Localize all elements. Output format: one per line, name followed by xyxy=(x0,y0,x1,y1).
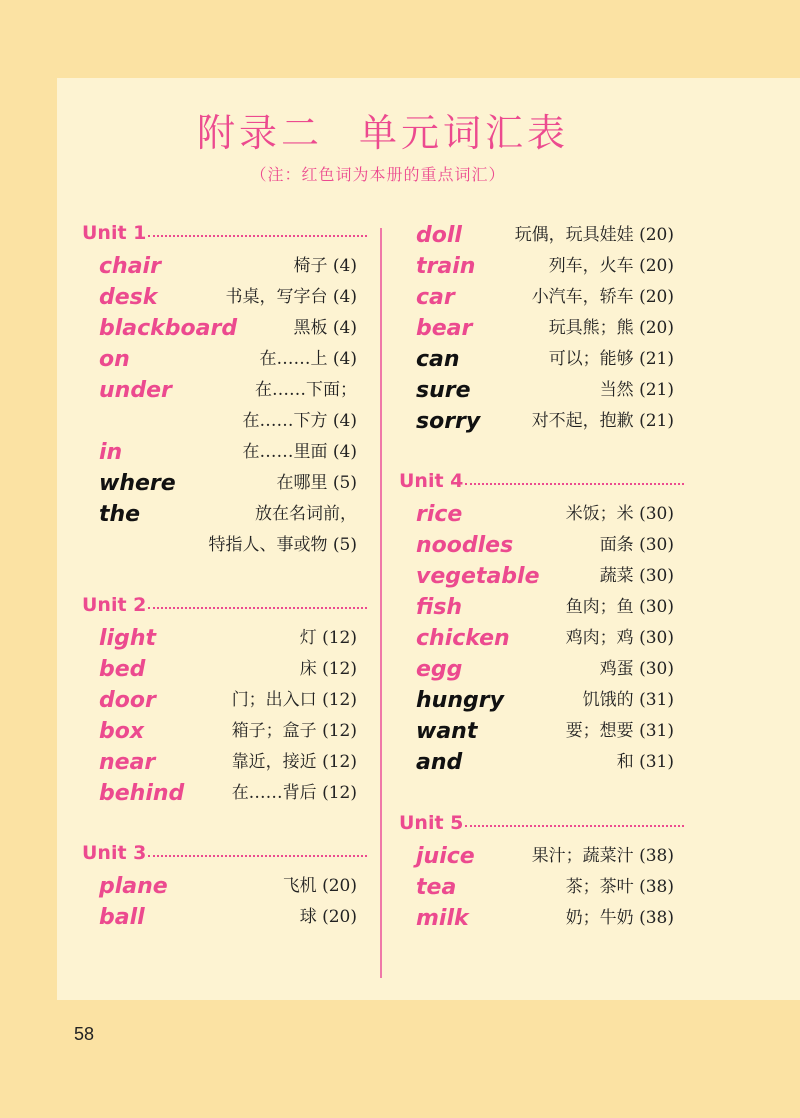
title-main: 单元词汇表 xyxy=(359,111,570,155)
vocab-entry xyxy=(99,313,357,344)
vocab-definition: 箱子；盒子 (12) xyxy=(231,721,357,741)
vocab-word: blackboard xyxy=(99,316,238,341)
vocab-entry xyxy=(416,313,674,344)
vocab-entry xyxy=(416,499,674,530)
vocab-entry xyxy=(416,406,674,437)
vocab-entry xyxy=(416,841,674,872)
vocab-entry xyxy=(99,716,357,747)
vocab-word: chicken xyxy=(416,626,510,651)
vocab-definition: 门；出入口 (12) xyxy=(231,690,357,710)
dotted-leader xyxy=(148,607,367,609)
vocab-entry xyxy=(416,282,674,313)
vocab-entry xyxy=(99,530,357,561)
vocab-word: tea xyxy=(416,875,457,900)
vocab-definition: 小汽车，轿车 (20) xyxy=(531,287,674,307)
dotted-leader xyxy=(148,855,367,857)
vocab-definition: 在……下方 (4) xyxy=(242,411,357,431)
vocab-definition: 玩偶，玩具娃娃 (20) xyxy=(514,225,674,245)
unit-heading: Unit 5 xyxy=(399,812,464,834)
vocab-definition: 飞机 (20) xyxy=(282,876,357,896)
vocab-entry xyxy=(416,623,674,654)
vocab-entry xyxy=(99,282,357,313)
vocab-definition: 椅子 (4) xyxy=(293,256,357,276)
vocab-definition: 球 (20) xyxy=(299,907,357,927)
vocab-entry xyxy=(99,654,357,685)
vocab-definition: 在……下面； xyxy=(255,380,357,400)
vocab-entry xyxy=(99,902,357,933)
vocab-word: near xyxy=(99,750,156,775)
unit-heading: Unit 3 xyxy=(82,842,147,864)
vocab-word: on xyxy=(99,347,130,372)
vocab-entry xyxy=(416,747,674,778)
vocab-word: light xyxy=(99,626,157,651)
title-appendix: 附录二 xyxy=(196,111,323,155)
vocab-definition: 在……上 (4) xyxy=(259,349,357,369)
vocab-entry xyxy=(99,623,357,654)
vocab-word: egg xyxy=(416,657,463,682)
vocab-entry xyxy=(416,561,674,592)
unit-heading: Unit 1 xyxy=(82,222,147,244)
vocab-word: vegetable xyxy=(416,564,540,589)
vocab-entry xyxy=(416,375,674,406)
vocab-definition: 当然 (21) xyxy=(599,380,674,400)
vocab-definition: 灯 (12) xyxy=(299,628,357,648)
vocab-definition: 茶；茶叶 (38) xyxy=(565,877,674,897)
page-title xyxy=(0,102,766,157)
vocab-entry xyxy=(99,375,357,406)
vocab-word: bear xyxy=(416,316,473,341)
vocab-word: noodles xyxy=(416,533,514,558)
vocab-definition: 面条 (30) xyxy=(599,535,674,555)
vocab-definition: 和 (31) xyxy=(616,752,674,772)
dotted-leader xyxy=(465,483,684,485)
vocab-word: where xyxy=(99,471,176,496)
vocab-definition: 靠近，接近 (12) xyxy=(231,752,357,772)
unit-heading: Unit 2 xyxy=(82,594,147,616)
vocab-entry xyxy=(99,871,357,902)
vocab-definition: 奶；牛奶 (38) xyxy=(565,908,674,928)
vocab-word: desk xyxy=(99,285,158,310)
vocab-entry xyxy=(416,654,674,685)
vocab-definition: 黑板 (4) xyxy=(293,318,357,338)
vocab-definition: 可以；能够 (21) xyxy=(548,349,674,369)
unit-heading: Unit 4 xyxy=(399,470,464,492)
vocab-word: can xyxy=(416,347,460,372)
dotted-leader xyxy=(148,235,367,237)
vocab-entry xyxy=(416,903,674,934)
vocab-definition: 在哪里 (5) xyxy=(276,473,357,493)
vocab-entry xyxy=(416,220,674,251)
vocab-entry xyxy=(99,406,357,437)
vocab-entry xyxy=(416,592,674,623)
vocab-word: sure xyxy=(416,378,471,403)
vocab-definition: 鸡蛋 (30) xyxy=(599,659,674,679)
vocab-entry xyxy=(99,685,357,716)
vocab-word: under xyxy=(99,378,172,403)
vocab-entry xyxy=(99,468,357,499)
vocab-word: hungry xyxy=(416,688,504,713)
vocab-word: train xyxy=(416,254,476,279)
vocab-word: door xyxy=(99,688,156,713)
vocab-entry xyxy=(416,716,674,747)
vocab-entry xyxy=(99,437,357,468)
vocab-word: ball xyxy=(99,905,145,930)
vocab-word: chair xyxy=(99,254,161,279)
vocab-definition: 在……里面 (4) xyxy=(242,442,357,462)
vocab-entry xyxy=(99,344,357,375)
vocab-word: fish xyxy=(416,595,463,620)
vocab-definition: 蔬菜 (30) xyxy=(599,566,674,586)
vocab-word: in xyxy=(99,440,123,465)
vocab-entry xyxy=(99,499,357,530)
vocab-definition: 特指人、事或物 (5) xyxy=(208,535,357,555)
vocab-word: juice xyxy=(416,844,475,869)
vocab-entry xyxy=(416,344,674,375)
vocab-word: want xyxy=(416,719,478,744)
vocab-definition: 列车，火车 (20) xyxy=(548,256,674,276)
vocab-definition: 放在名词前， xyxy=(255,504,357,524)
vocab-word: milk xyxy=(416,906,469,931)
dotted-leader xyxy=(465,825,684,827)
vocab-definition: 床 (12) xyxy=(299,659,357,679)
vocab-entry xyxy=(99,778,357,809)
page-number: 58 xyxy=(74,1024,95,1044)
column-divider xyxy=(380,228,382,978)
vocab-word: plane xyxy=(99,874,168,899)
vocab-definition: 对不起，抱歉 (21) xyxy=(531,411,674,431)
vocab-entry xyxy=(99,747,357,778)
vocab-word: box xyxy=(99,719,145,744)
vocab-word: behind xyxy=(99,781,185,806)
vocab-definition: 要；想要 (31) xyxy=(565,721,674,741)
note-text: （注：红色词为本册的重点词汇） xyxy=(250,165,506,184)
vocab-word: doll xyxy=(416,223,462,248)
vocab-entry xyxy=(416,872,674,903)
vocab-definition: 饥饿的 (31) xyxy=(582,690,674,710)
vocab-word: bed xyxy=(99,657,146,682)
vocab-entry xyxy=(416,685,674,716)
vocab-definition: 在……背后 (12) xyxy=(231,783,357,803)
vocab-definition: 米饭；米 (30) xyxy=(565,504,674,524)
vocab-word: rice xyxy=(416,502,463,527)
vocab-word: and xyxy=(416,750,463,775)
vocab-word: sorry xyxy=(416,409,481,434)
vocab-definition: 书桌，写字台 (4) xyxy=(225,287,357,307)
vocab-word: car xyxy=(416,285,455,310)
vocab-definition: 鱼肉；鱼 (30) xyxy=(565,597,674,617)
vocab-definition: 鸡肉；鸡 (30) xyxy=(565,628,674,648)
vocab-entry xyxy=(416,530,674,561)
vocab-word: the xyxy=(99,502,141,527)
vocab-entry xyxy=(416,251,674,282)
vocab-definition: 玩具熊；熊 (20) xyxy=(548,318,674,338)
vocab-definition: 果汁；蔬菜汁 (38) xyxy=(531,846,674,866)
vocab-entry xyxy=(99,251,357,282)
